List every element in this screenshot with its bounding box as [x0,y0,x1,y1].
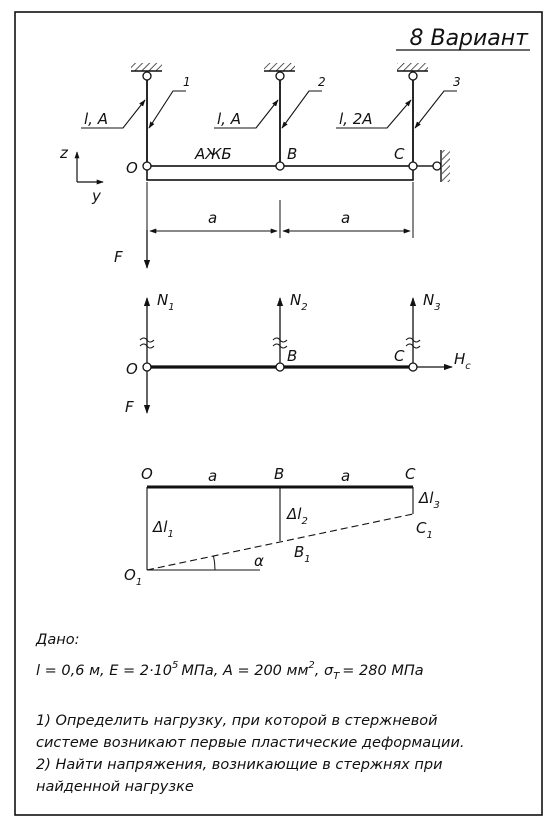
right-support [417,150,450,182]
task-line-1: 1) Определить нагрузку, при которой в стержневой [36,713,438,729]
rod-1-leader [149,91,186,128]
top-support-1 [131,63,162,80]
n3-label: $N_3$ [423,291,441,313]
variant-title: 8 Вариант [409,26,528,51]
scheme-2 [125,291,471,416]
rod-1-params: l, A [84,110,108,128]
force-f-label: F [114,248,123,266]
delta-l1-label: $\Delta l_1$ [153,518,174,540]
task-line-2: системе возникают первые пластические деформации. [36,735,465,751]
scheme-1 [59,63,461,268]
rod-1-number: 1 [183,75,191,89]
rod-2-number: 2 [318,75,326,89]
point-c-label: C [394,145,405,163]
delta-l3-label: $\Delta l_3$ [419,489,440,511]
z-axis-label: z [60,144,68,162]
angle-alpha-label: α [254,552,264,570]
fb-joint-o [143,363,151,371]
beam-label: АЖБ [195,145,232,163]
page-frame [15,12,542,815]
joint-c [409,162,417,170]
fb-force-f-label: F [125,398,134,416]
def-point-c: C [405,465,416,483]
joint-o [143,162,151,170]
task-line-4: найденной нагрузке [36,779,194,795]
def-dim-a-1: a [208,467,218,485]
rod-2-params: l, A [217,110,241,128]
point-b-label: B [287,145,298,163]
def-point-b: B [274,465,285,483]
scheme-3 [124,465,440,588]
fb-point-b: B [287,347,298,365]
n1-label: $N_1$ [157,291,175,313]
def-point-o: O [141,465,153,483]
y-axis-label: y [92,187,101,205]
n2-label: $N_2$ [290,291,308,313]
rod-3-number: 3 [453,75,461,89]
rod-2-leader [282,91,322,128]
given-values: l = 0,6 м, $E = 2\cdot 10^5$ МПа, A = 200 $мм^2$, $\sigma_T = 280$ МПа [36,660,424,682]
hc-label: $H_c$ [454,350,471,372]
fb-joint-b [276,363,284,371]
point-c1-label: $C_1$ [416,519,433,541]
angle-arc [214,556,216,570]
task-line-3: 2) Найти напряжения, возникающие в стержнях при [36,757,443,773]
top-support-2 [264,63,295,80]
point-b1-label: $B_1$ [294,543,311,565]
fb-point-o: O [126,360,138,378]
joint-b [276,162,284,170]
delta-l2-label: $\Delta l_2$ [287,505,308,527]
dim-a-1: a [208,209,218,227]
def-dim-a-2: a [341,467,351,485]
top-support-3 [397,63,428,80]
fb-joint-c [409,363,417,371]
point-o-label: O [126,159,138,177]
given-label: Дано: [36,632,80,648]
rod-3-params: l, 2A [339,110,373,128]
dim-a-2: a [341,209,351,227]
fb-point-c: C [394,347,405,365]
rod-3-leader [415,91,457,128]
point-o1-label: $O_1$ [124,566,143,588]
